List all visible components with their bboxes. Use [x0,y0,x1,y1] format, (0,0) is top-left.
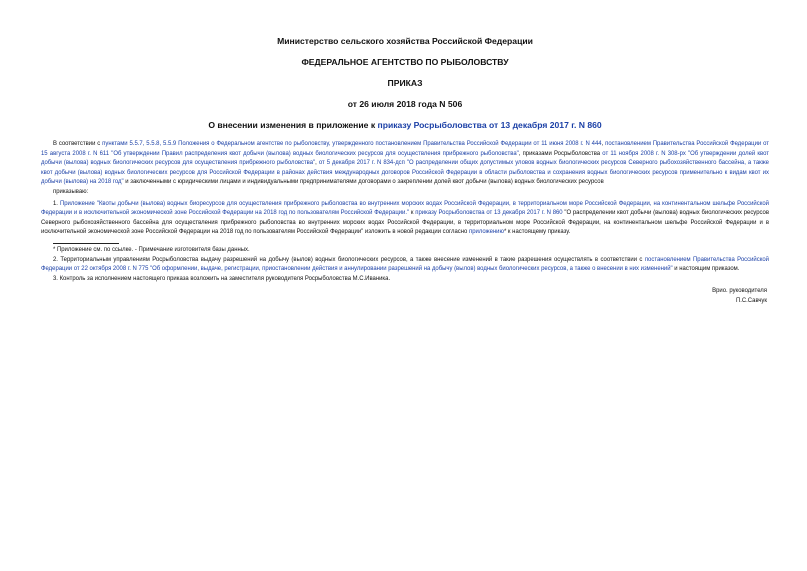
item-1-text-4: * к настоящему приказу. [503,229,571,236]
document-title [41,120,769,131]
title-prefix: О внесении изменения в приложение к [208,120,378,130]
item-1-text-3: "О распределении квот добычи (вылова) водных биологических ресурсов Северного рыбохозяйственного бассейна для осуществления прибрежного рыболовства во внутренних морских водах Российской Федерации, в территориальном море Российской Федерации, на континентальном шельфе Российской Федерации и в исключительной экономической зоне Российской Федерации на 2018 год по пользователям Российской Федерации" изложить в новой редакции согласно [41,210,769,236]
preamble-text-2: , [601,141,606,147]
title-link-order-860[interactable]: приказу Росрыболовства от 13 декабря 2017 г. N 860 [377,120,602,130]
item-1-paragraph [41,200,769,238]
link-resolution-611[interactable]: постановлением Правительства Российской Федерации от 15 августа 2008 г. N 611 "Об утверждении Правил распределения квот добычи (вылова) водных биологических ресурсов для осуществления прибрежного рыболовства" [41,141,769,157]
document-body [41,140,769,307]
item-2-text-2: и настоящим приказом. [672,266,740,273]
date-number-heading: от 26 июля 2018 года N 506 [347,99,463,109]
signature-position: Врио. руководителя [712,288,767,295]
item-1-text-2: к [409,210,416,217]
signature-name: П.С.Савчук [735,297,767,304]
agency-heading: ФЕДЕРАЛЬНОЕ АГЕНТСТВО ПО РЫБОЛОВСТВУ [301,57,509,67]
order-word: приказываю: [53,188,89,195]
preamble-text-4: , [315,160,319,167]
preamble-text-5: и заключенными с юридическими лицами и индивидуальными предпринимателями договорами о закреплении долей квот добычи (вылова) водных биологических ресурсов [123,179,604,186]
link-appendix[interactable]: приложению [469,229,504,236]
link-order-860[interactable]: приказу Росрыболовства от 13 декабря 2017 г. N 860 [415,210,563,217]
item-2-text-1: 2. Территориальным управлениям Росрыболовства выдачу разрешений на добычу (вылов) водных биологических ресурсов, а также внесение изменений в такие разрешения осуществлять в соответствии с [53,256,645,263]
link-order-834[interactable]: от 5 декабря 2017 г. N 834-дсп "О распределении общих допустимых уловов водных биологических ресурсов Северного рыбохозяйственного бассейна, а также квот добычи (вылова) водных биологических ресурсов для Российской Федерации в районах действия международных договоров Российской Федерации в области рыболовства и сохранения водных биологических ресурсов применительно к видам квот их добычи (вылова) на 2018 год" [41,160,769,186]
link-regulation-444[interactable]: пунктами 5.5.7, 5.5.8, 5.5.9 Положения о Федеральном агентстве по рыболовству, утвержденного постановлением Правительства Российской Федерации от 11 июня 2008 г. N 444 [102,141,602,147]
item-1-text-1: 1. [53,200,60,207]
footnote-text: * Приложение см. по ссылке. - Примечание изготовителя базы данных. [53,246,250,253]
preamble-text-1: В соответствии с [53,141,103,147]
preamble-paragraph [41,140,769,188]
link-appendix-quotas[interactable]: Приложение "Квоты добычи (вылова) водных биоресурсов для осуществления прибрежного рыболовства во внутренних морских водах Российской Федерации, в территориальном море Российской Федерации, на континентальном шельфе Российской Федерации и в исключительной экономической зоне Российской Федерации на 2018 год по пользователям Российской Федерации." [41,200,769,217]
item-2-paragraph [41,256,769,275]
preamble-text-3: , приказами Росрыболовства [518,150,603,157]
ministry-heading: Министерство сельского хозяйства Российской Федерации [277,36,533,46]
link-resolution-775[interactable]: постановлением Правительства Российской Федерации от 22 октября 2008 г. N 775 "Об оформлении, выдаче, регистрации, приостановлении действия и аннулировании разрешений на добычу (вылов) водных биологических ресурсов, а также о внесении в них изменений" [41,256,769,273]
link-order-308[interactable]: от 11 ноября 2008 г. N 308-рх "Об утверждении долей квот добычи (вылова) водных биологических ресурсов для осуществления прибрежного рыболовства" [41,150,769,167]
doc-type-heading: ПРИКАЗ [387,78,423,88]
item-3-paragraph: 3. Контроль за исполнением настоящего приказа возложить на заместителя руководителя Росрыболовства М.С.Иваника. [53,275,391,282]
signature-block [41,287,769,306]
footnote-divider [53,243,119,244]
